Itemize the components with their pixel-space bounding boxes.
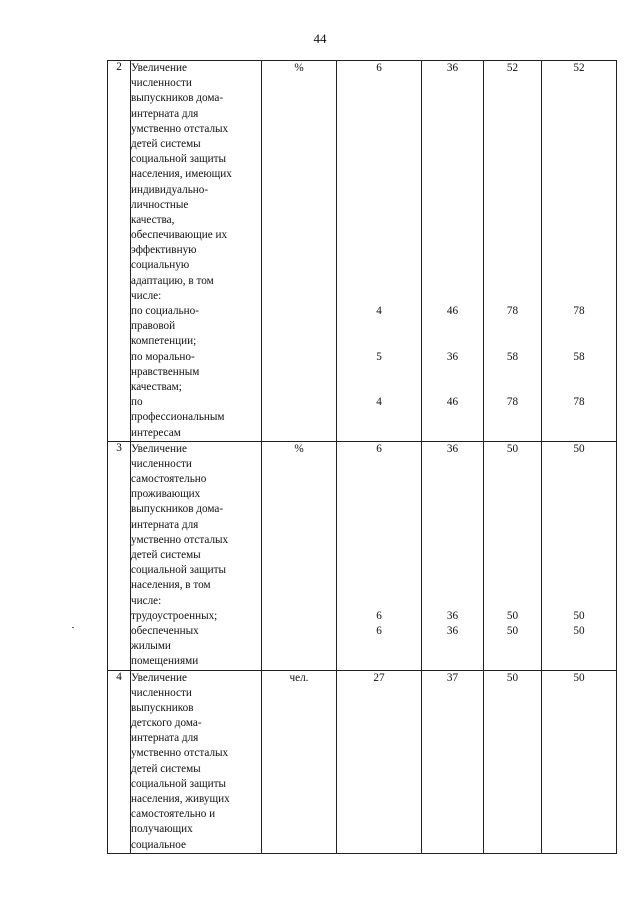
- page-number: 44: [313, 31, 327, 46]
- subindicator-name-line: по морально-: [131, 350, 195, 363]
- indicator-name-line: Увеличение: [131, 671, 187, 684]
- subindicator-name-line: профессиональным: [131, 411, 225, 424]
- value: 36: [446, 62, 459, 74]
- indicator-name-line: выпускников: [131, 701, 194, 714]
- value: 50: [573, 442, 585, 455]
- indicator-name-line: самостоятельно: [131, 473, 207, 486]
- subvalue: 46: [446, 396, 459, 409]
- table-row: [108, 61, 617, 442]
- indicator-name-line: детей системы: [131, 137, 201, 150]
- value-cell-4: [542, 670, 617, 853]
- value-cell-1: [337, 61, 422, 442]
- subvalue: 50: [506, 624, 519, 637]
- indicator-name-line: числе:: [131, 289, 162, 302]
- indicator-name-line: социальной защиты: [131, 777, 227, 790]
- indicator-name-line: Увеличение: [131, 442, 187, 455]
- subvalue: 78: [506, 396, 519, 409]
- value: 50: [573, 671, 585, 684]
- indicator-name-line: адаптацию, в том: [131, 274, 214, 287]
- table-row: [108, 670, 617, 853]
- subindicator-name-line: помещениями: [131, 655, 199, 668]
- subvalue: 78: [573, 305, 585, 317]
- value: 52: [573, 62, 585, 74]
- indicator-name-line: детей системы: [131, 762, 201, 775]
- subvalue: 58: [506, 350, 519, 363]
- indicator-name-line: числе:: [131, 594, 162, 607]
- subvalue: 6: [376, 624, 382, 637]
- subvalue: 6: [376, 609, 382, 622]
- subvalue: 50: [506, 609, 519, 622]
- indicator-name-line: качества,: [131, 213, 175, 226]
- indicator-name: [131, 670, 262, 853]
- indicator-name-line: умственно отсталых: [131, 122, 229, 135]
- subvalue: 46: [446, 305, 459, 317]
- value: 27: [373, 671, 385, 684]
- value: 52: [506, 62, 519, 74]
- unit-cell: [262, 670, 337, 853]
- indicator-name-line: социальную: [131, 259, 190, 272]
- indicator-name-line: получающих: [131, 823, 193, 836]
- indicator-name-line: выпускников дома-: [131, 92, 224, 105]
- indicator-name-line: населения, имеющих: [131, 168, 232, 181]
- indicator-name-line: умственно отсталых: [131, 533, 229, 546]
- indicator-name-line: проживающих: [131, 488, 201, 501]
- value: 50: [506, 442, 519, 455]
- row-number: 4: [108, 670, 131, 853]
- subvalue: 78: [573, 396, 585, 409]
- subvalue: 4: [376, 396, 382, 409]
- indicator-name-line: умственно отсталых: [131, 747, 229, 760]
- value-cell-3: [484, 61, 542, 442]
- row-number: 3: [108, 441, 131, 670]
- value-cell-3: [484, 441, 542, 670]
- indicator-name-line: детского дома-: [131, 717, 202, 730]
- indicator-name-line: интерната для: [131, 518, 199, 531]
- subindicator-name-line: трудоустроенных;: [131, 609, 218, 622]
- value-cell-1: [337, 441, 422, 670]
- subindicator-name-line: по социально-: [131, 305, 199, 317]
- indicator-name-line: численности: [131, 77, 192, 90]
- subindicator-name-line: интересам: [131, 426, 181, 439]
- scan-dot: [72, 627, 74, 628]
- subvalue: 36: [446, 350, 459, 363]
- unit-cell: [262, 441, 337, 670]
- indicator-name: [131, 441, 262, 670]
- subindicator-name-line: по: [131, 396, 143, 409]
- indicator-name-line: интерната для: [131, 107, 199, 120]
- indicator-name: [131, 61, 262, 442]
- subvalue: 58: [573, 350, 585, 363]
- subvalue: 78: [506, 305, 519, 317]
- value-cell-2: [422, 670, 484, 853]
- unit-value: %: [294, 62, 304, 74]
- subindicator-name-line: нравственным: [131, 365, 200, 378]
- value-cell-4: [542, 441, 617, 670]
- indicator-name-line: интерната для: [131, 732, 199, 745]
- indicator-name-line: выпускников дома-: [131, 503, 224, 516]
- subvalue: 36: [446, 609, 459, 622]
- value: 36: [446, 442, 459, 455]
- indicator-name-line: индивидуально-: [131, 183, 209, 196]
- value-cell-4: [542, 61, 617, 442]
- value: 6: [376, 442, 382, 455]
- indicator-name-line: эффективную: [131, 244, 197, 257]
- subindicator-name-line: компетенции;: [131, 335, 197, 348]
- row-number: 2: [108, 61, 131, 442]
- value-cell-2: [422, 441, 484, 670]
- subvalue: 4: [376, 305, 382, 317]
- indicator-name-line: самостоятельно и: [131, 808, 216, 821]
- indicator-name-line: численности: [131, 686, 192, 699]
- indicator-name-line: Увеличение: [131, 62, 187, 74]
- value-cell-3: [484, 670, 542, 853]
- table-row: [108, 441, 617, 670]
- indicator-name-line: детей системы: [131, 549, 201, 561]
- unit-value: %: [294, 442, 304, 455]
- indicator-name-line: обеспечивающие их: [131, 229, 228, 242]
- indicator-name-line: социальной защиты: [131, 153, 227, 166]
- subvalue: 50: [573, 624, 585, 637]
- unit-cell: [262, 61, 337, 442]
- table-body: [108, 61, 617, 854]
- value: 50: [506, 671, 519, 684]
- indicator-name-line: социальной защиты: [131, 564, 227, 577]
- subindicator-name-line: правовой: [131, 320, 176, 333]
- indicator-name-line: населения, в том: [131, 579, 211, 592]
- subvalue: 50: [573, 609, 585, 622]
- subindicator-name-line: жилыми: [131, 640, 171, 653]
- indicator-name-line: личностные: [131, 198, 189, 211]
- indicators-table: [107, 60, 617, 854]
- indicator-name-line: социальное: [131, 838, 186, 851]
- subvalue: 5: [376, 350, 382, 363]
- subindicator-name-line: обеспеченных: [131, 624, 199, 637]
- value-cell-1: [337, 670, 422, 853]
- subindicator-name-line: качествам;: [131, 380, 182, 393]
- value-cell-2: [422, 61, 484, 442]
- indicator-name-line: населения, живущих: [131, 793, 230, 805]
- subvalue: 36: [446, 624, 459, 637]
- indicator-name-line: численности: [131, 457, 192, 470]
- value: 37: [446, 671, 459, 684]
- value: 6: [376, 62, 382, 74]
- unit-value: чел.: [289, 671, 309, 684]
